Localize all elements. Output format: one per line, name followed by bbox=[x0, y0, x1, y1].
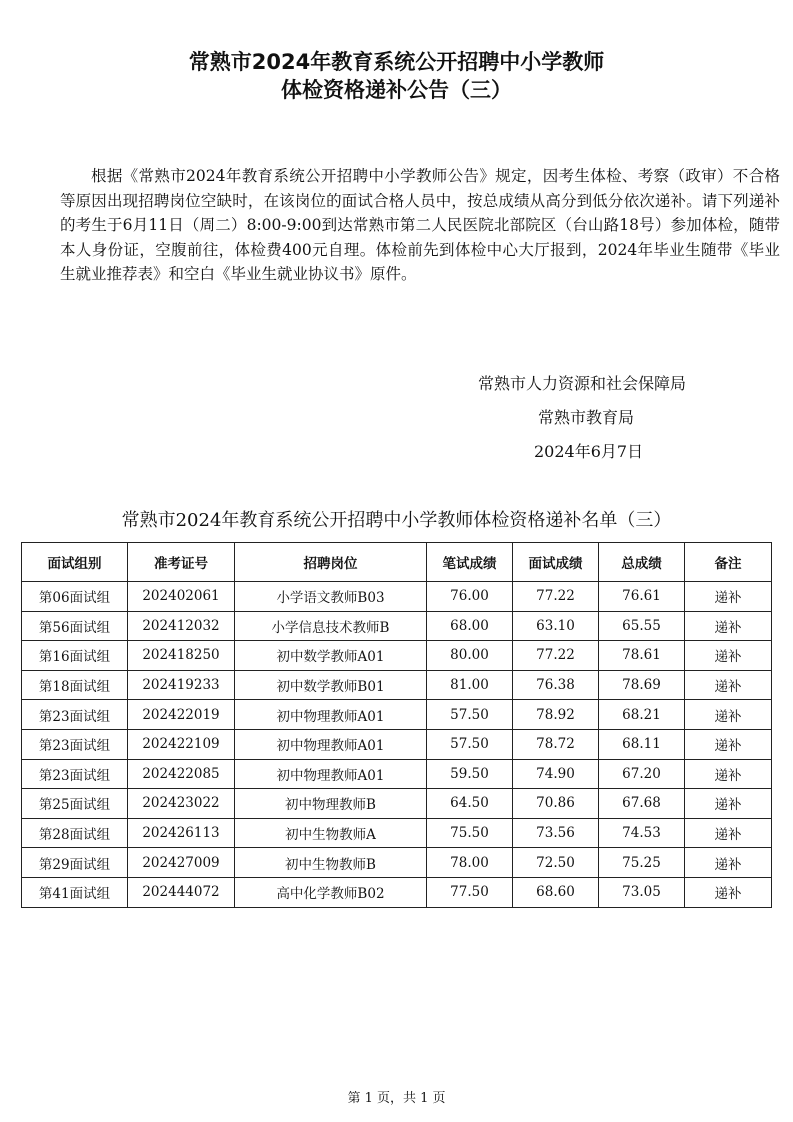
cell-written-score: 78.00 bbox=[427, 848, 513, 878]
cell-position: 初中物理教师A01 bbox=[235, 700, 427, 730]
signature-org2: 常熟市教育局 bbox=[538, 408, 635, 427]
cell-remark: 递补 bbox=[685, 729, 772, 759]
header-group: 面试组别 bbox=[22, 543, 128, 582]
candidate-table bbox=[21, 542, 772, 908]
cell-group: 第06面试组 bbox=[22, 582, 128, 612]
cell-total-score: 78.69 bbox=[599, 670, 685, 700]
cell-written-score: 64.50 bbox=[427, 789, 513, 819]
cell-group: 第28面试组 bbox=[22, 818, 128, 848]
cell-total-score: 75.25 bbox=[599, 848, 685, 878]
cell-total-score: 68.21 bbox=[599, 700, 685, 730]
cell-remark: 递补 bbox=[685, 789, 772, 819]
cell-interview-score: 76.38 bbox=[513, 670, 599, 700]
cell-remark: 递补 bbox=[685, 759, 772, 789]
table-row bbox=[22, 818, 772, 848]
header-written-score: 笔试成绩 bbox=[427, 543, 513, 582]
cell-total-score: 67.20 bbox=[599, 759, 685, 789]
cell-exam-id: 202422109 bbox=[128, 729, 235, 759]
cell-group: 第56面试组 bbox=[22, 611, 128, 641]
cell-remark: 递补 bbox=[685, 670, 772, 700]
cell-written-score: 76.00 bbox=[427, 582, 513, 612]
cell-remark: 递补 bbox=[685, 700, 772, 730]
table-row bbox=[22, 641, 772, 671]
table-row bbox=[22, 848, 772, 878]
cell-position: 初中数学教师A01 bbox=[235, 641, 427, 671]
cell-total-score: 65.55 bbox=[599, 611, 685, 641]
cell-position: 初中数学教师B01 bbox=[235, 670, 427, 700]
cell-remark: 递补 bbox=[685, 641, 772, 671]
cell-remark: 递补 bbox=[685, 848, 772, 878]
document-title-line2: 体检资格递补公告（三） bbox=[281, 78, 512, 102]
cell-group: 第25面试组 bbox=[22, 789, 128, 819]
cell-position: 初中生物教师A bbox=[235, 818, 427, 848]
cell-total-score: 67.68 bbox=[599, 789, 685, 819]
header-total-score: 总成绩 bbox=[599, 543, 685, 582]
document-title-line1: 常熟市2024年教育系统公开招聘中小学教师 bbox=[188, 50, 605, 74]
table-row bbox=[22, 789, 772, 819]
cell-exam-id: 202402061 bbox=[128, 582, 235, 612]
cell-interview-score: 78.72 bbox=[513, 729, 599, 759]
signature-date: 2024年6月7日 bbox=[534, 442, 644, 461]
header-position: 招聘岗位 bbox=[235, 543, 427, 582]
cell-total-score: 74.53 bbox=[599, 818, 685, 848]
cell-exam-id: 202418250 bbox=[128, 641, 235, 671]
cell-remark: 递补 bbox=[685, 611, 772, 641]
cell-position: 小学语文教师B03 bbox=[235, 582, 427, 612]
table-row bbox=[22, 729, 772, 759]
header-exam-id: 准考证号 bbox=[128, 543, 235, 582]
cell-exam-id: 202426113 bbox=[128, 818, 235, 848]
cell-exam-id: 202422019 bbox=[128, 700, 235, 730]
cell-written-score: 75.50 bbox=[427, 818, 513, 848]
cell-interview-score: 73.56 bbox=[513, 818, 599, 848]
cell-total-score: 68.11 bbox=[599, 729, 685, 759]
signature-org1: 常熟市人力资源和社会保障局 bbox=[478, 374, 687, 393]
cell-remark: 递补 bbox=[685, 877, 772, 907]
cell-total-score: 78.61 bbox=[599, 641, 685, 671]
cell-exam-id: 202423022 bbox=[128, 789, 235, 819]
cell-written-score: 77.50 bbox=[427, 877, 513, 907]
cell-written-score: 68.00 bbox=[427, 611, 513, 641]
cell-interview-score: 68.60 bbox=[513, 877, 599, 907]
table-row bbox=[22, 611, 772, 641]
cell-written-score: 80.00 bbox=[427, 641, 513, 671]
cell-total-score: 76.61 bbox=[599, 582, 685, 612]
cell-group: 第16面试组 bbox=[22, 641, 128, 671]
cell-group: 第23面试组 bbox=[22, 729, 128, 759]
cell-position: 初中物理教师A01 bbox=[235, 759, 427, 789]
cell-written-score: 59.50 bbox=[427, 759, 513, 789]
cell-group: 第23面试组 bbox=[22, 759, 128, 789]
cell-exam-id: 202419233 bbox=[128, 670, 235, 700]
cell-exam-id: 202444072 bbox=[128, 877, 235, 907]
cell-written-score: 57.50 bbox=[427, 700, 513, 730]
cell-written-score: 81.00 bbox=[427, 670, 513, 700]
cell-position: 初中物理教师A01 bbox=[235, 729, 427, 759]
cell-interview-score: 72.50 bbox=[513, 848, 599, 878]
cell-position: 初中物理教师B bbox=[235, 789, 427, 819]
cell-remark: 递补 bbox=[685, 582, 772, 612]
cell-group: 第18面试组 bbox=[22, 670, 128, 700]
cell-exam-id: 202412032 bbox=[128, 611, 235, 641]
table-row bbox=[22, 670, 772, 700]
table-row bbox=[22, 877, 772, 907]
cell-interview-score: 74.90 bbox=[513, 759, 599, 789]
page-footer: 第 1 页，共 1 页 bbox=[347, 1091, 446, 1106]
cell-remark: 递补 bbox=[685, 818, 772, 848]
announcement-body: 根据《常熟市2024年教育系统公开招聘中小学教师公告》规定，因考生体检、考察（政审）不合格等原因出现招聘岗位空缺时，在该岗位的面试合格人员中，按总成绩从高分到低分依次递补。请下列递补的考生于6月11日（周二）8:00-9:00到达常熟市第二人民医院北部院区（台山路18号）参加体检，随带本人身份证，空腹前往，体检费400元自理。体检前先到体检中心大厅报到，2024年毕业生随带《毕业生就业推荐表》和空白《毕业生就业协议书》原件。 bbox=[60, 167, 780, 283]
cell-interview-score: 77.22 bbox=[513, 582, 599, 612]
table-title: 常熟市2024年教育系统公开招聘中小学教师体检资格递补名单（三） bbox=[121, 510, 672, 531]
cell-written-score: 57.50 bbox=[427, 729, 513, 759]
table-row bbox=[22, 759, 772, 789]
cell-interview-score: 78.92 bbox=[513, 700, 599, 730]
table-header-row bbox=[22, 543, 772, 582]
cell-interview-score: 77.22 bbox=[513, 641, 599, 671]
cell-group: 第41面试组 bbox=[22, 877, 128, 907]
cell-total-score: 73.05 bbox=[599, 877, 685, 907]
cell-position: 高中化学教师B02 bbox=[235, 877, 427, 907]
cell-interview-score: 70.86 bbox=[513, 789, 599, 819]
header-interview-score: 面试成绩 bbox=[513, 543, 599, 582]
cell-interview-score: 63.10 bbox=[513, 611, 599, 641]
cell-position: 初中生物教师B bbox=[235, 848, 427, 878]
cell-group: 第29面试组 bbox=[22, 848, 128, 878]
cell-exam-id: 202427009 bbox=[128, 848, 235, 878]
table-row bbox=[22, 582, 772, 612]
cell-exam-id: 202422085 bbox=[128, 759, 235, 789]
table-row bbox=[22, 700, 772, 730]
cell-position: 小学信息技术教师B bbox=[235, 611, 427, 641]
cell-group: 第23面试组 bbox=[22, 700, 128, 730]
header-remark: 备注 bbox=[685, 543, 772, 582]
